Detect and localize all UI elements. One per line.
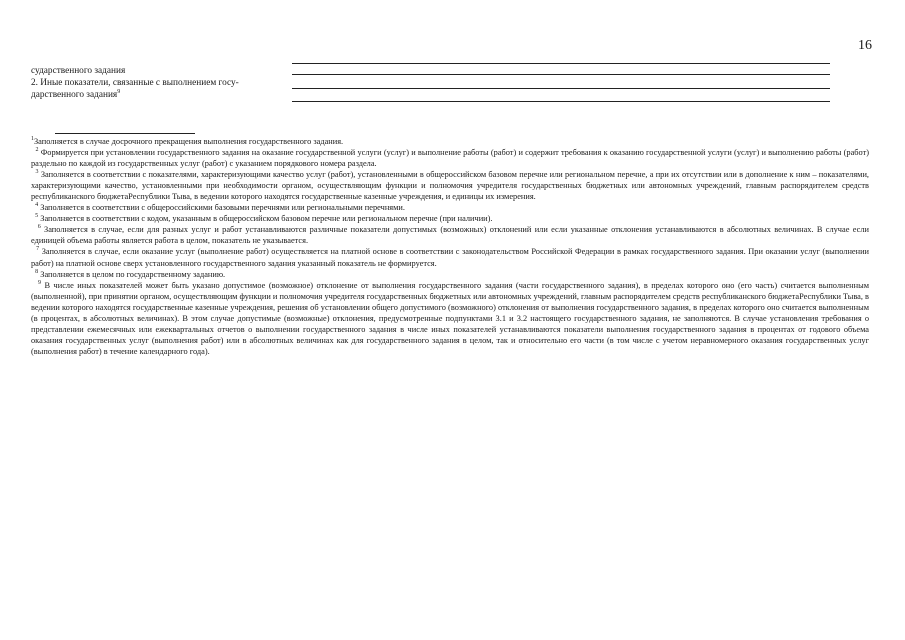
section-text-line-3 [31, 89, 281, 101]
footnote-text: Формируется при установлении государственного задания на оказание государственной услуги (услуг) и выполнение работы (работ) и содержит требования к оказанию государственной услуги (услуг) и выполнению работы (работ) раздельно по каждой из государственных услуг (работ) с указанием порядкового номера раздела. [31, 148, 870, 169]
fill-line [292, 101, 830, 102]
footnote-9 [31, 280, 869, 357]
footnote-7 [31, 246, 869, 268]
footnote-number: 2 [35, 147, 39, 154]
footnote-number: 6 [37, 224, 41, 231]
section-text-line-3-text: дарственного задания [31, 90, 118, 100]
footnote-4 [31, 202, 869, 213]
footnote-text: Заполняется в соответствии с общероссийскими базовыми перечнями или региональными перечнями. [40, 203, 405, 213]
footnote-text: Заполняется в соответствии с показателями, характеризующими качество услуг (работ), установленными в общероссийском базовом перечне или региональном перечне, а при их отсутствии или в дополнение к ним – показателями, характеризующими качество, установленными при необходимости органом, осуществляющим функции и полномочия учредителя государственных бюджетных или автономных учреждений, главным распорядителем средств республиканского бюджетаРеспублики Тыва, в ведении которого находятся государственные казенные учреждения, и единицы их измерения. [31, 170, 870, 202]
footnote-separator [55, 133, 195, 134]
footnote-1 [31, 136, 869, 147]
footnote-text: Заполняется в случае, если оказание услуг (выполнение работ) осуществляется на платной основе в соответствии с законодательством Российской Федерации в рамках государственного задания. При оказании услуг (выполнении работ) на платной основе сверх установленного государственного задания указанный показатель не формируется. [31, 247, 870, 268]
fill-line [292, 74, 830, 75]
section-text-line-1: сударственного задания [31, 66, 126, 76]
section-text-line-2: 2. Иные показатели, связанные с выполнением госу- [31, 78, 239, 88]
footnote-number: 7 [36, 246, 40, 253]
footnote-number: 3 [35, 169, 39, 176]
footnote-2 [31, 147, 869, 169]
fill-line [292, 63, 830, 64]
footnote-number: 1 [31, 136, 34, 143]
footnote-number: 4 [35, 202, 39, 209]
footnote-3 [31, 169, 869, 202]
footnote-ref-9: 9 [117, 88, 121, 95]
footnote-number: 5 [35, 213, 39, 220]
footnote-number: 9 [38, 279, 41, 286]
footnote-text: Заполняется в случае досрочного прекращения выполнения государственного задания. [34, 137, 344, 146]
footnote-8 [31, 269, 869, 280]
footnote-5 [31, 213, 869, 224]
footnotes [31, 136, 869, 357]
fill-line [292, 88, 830, 89]
footnote-text: В числе иных показателей может быть указано допустимое (возможное) отклонение от выполнения государственного задания (части государственного задания), в пределах которого оно (его часть) считается выполненным (выполненной), при принятии органом, осуществляющим функции и полномочия учредителя государственных бюджетных или автономных учреждений, главным распорядителем средств республиканского бюджетаРеспублики Тыва, в ведении которого находятся государственные казенные учреждения, решения об установлении общего допустимого (возможного) отклонения от выполнения государственного задания, в пределах которого оно считается выполненным (в процентах, в абсолютных величинах). В этом случае допустимые (возможные) отклонения, предусмотренные подпунктами 3.1 и 3.2 настоящего государственного задания, не заполняются. В случае установления требования о представлении ежемесячных или ежеквартальных отчетов о выполнении государственного задания в числе иных показателей устанавливаются показатели выполнения государственного задания в процентах от годового объема оказания государственных услуг (выполнения работ) или в абсолютных величинах как для государственного задания в целом, так и относительно его части (в том числе с учетом неравномерного оказания государственных услуг (выполнения работ) в течение календарного года). [31, 280, 869, 356]
page-number: 16 [858, 38, 872, 53]
footnote-number: 8 [35, 268, 39, 275]
footnote-text: Заполняется в соответствии с кодом, указанным в общероссийском базовом перечне или региональном перечне (при наличии). [40, 214, 493, 224]
footnote-text: Заполняется в случае, если для разных услуг и работ устанавливаются различные показатели допустимых (возможных) отклонений или если указанные отклонения устанавливаются в абсолютных величинах. В случае если единицей объема работы является работа в целом, показатель не указывается. [31, 225, 869, 246]
footnote-6 [31, 224, 869, 246]
footnote-text: Заполняется в целом по государственному заданию. [40, 269, 226, 279]
